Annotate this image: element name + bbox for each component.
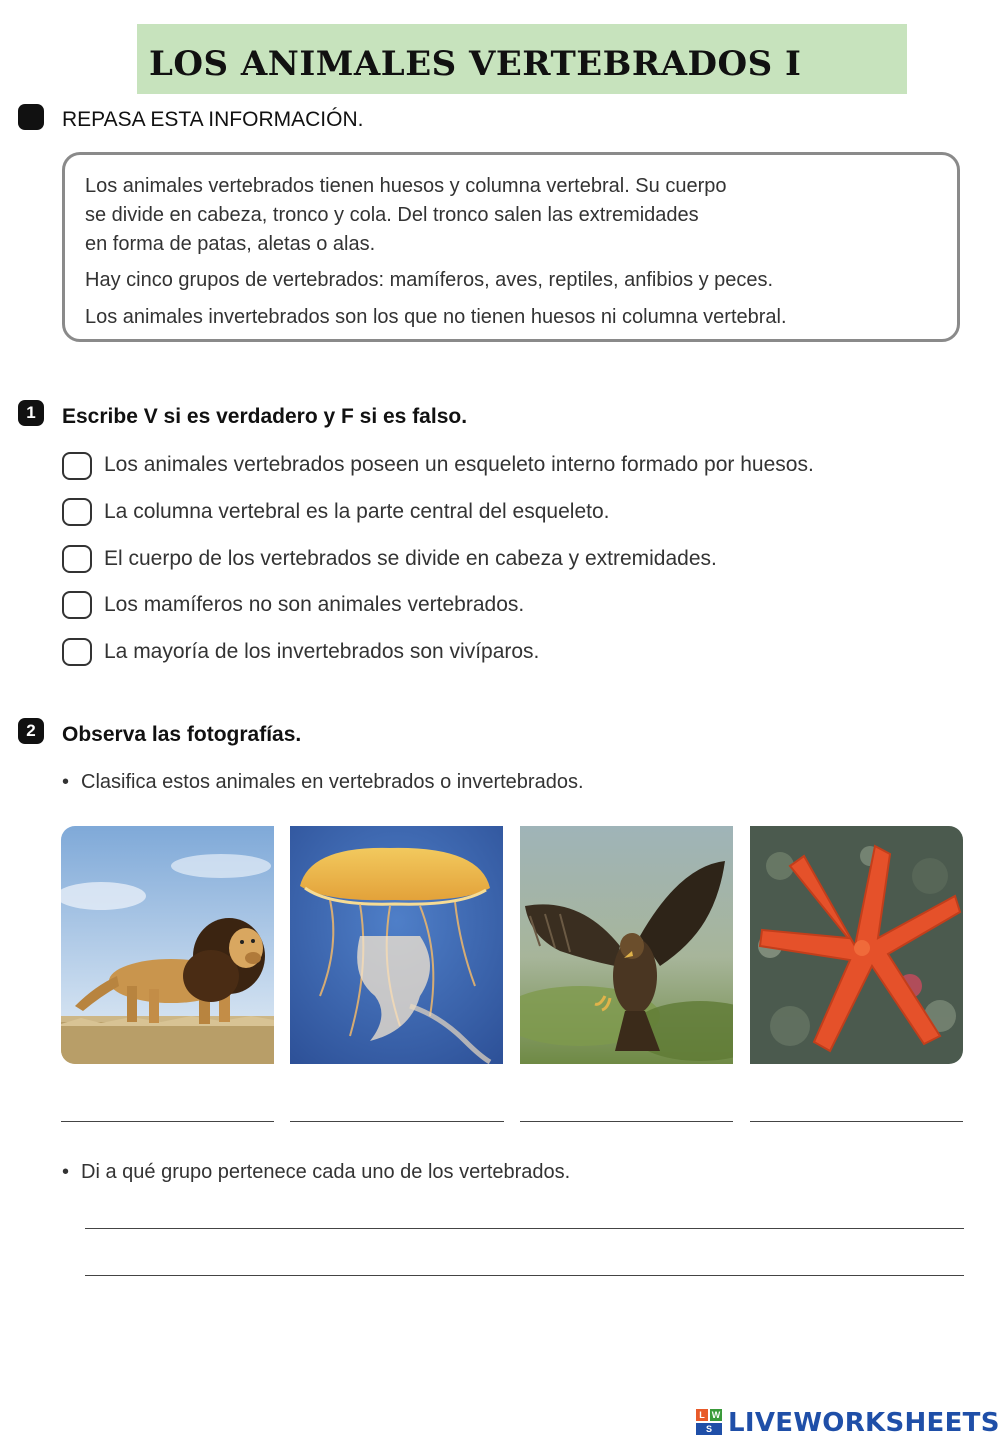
eagle-photo (520, 826, 733, 1064)
answer-line-lion[interactable] (61, 1121, 274, 1122)
info-heading: REPASA ESTA INFORMACIÓN. (62, 108, 364, 131)
title-banner (137, 24, 907, 94)
info-line: Hay cinco grupos de vertebrados: mamíferos, aves, reptiles, anfibios y peces. (85, 269, 774, 291)
answer-line-group-1[interactable] (85, 1228, 964, 1229)
true-false-box-4[interactable] (62, 591, 92, 619)
instruction-classify (62, 771, 584, 794)
liveworksheets-icon (696, 1409, 722, 1437)
answer-line-group-2[interactable] (85, 1275, 964, 1276)
statement-1: Los animales vertebrados poseen un esqueleto interno formado por huesos. (104, 453, 814, 476)
info-line: en forma de patas, aletas o alas. (85, 233, 376, 255)
instruction-group-text: Di a qué grupo pertenece cada uno de los vertebrados. (81, 1161, 571, 1183)
exercise-1-heading: Escribe V si es verdadero y F si es falso. (62, 405, 468, 428)
statement-3: El cuerpo de los vertebrados se divide en cabeza y extremidades. (104, 547, 717, 570)
starfish-photo (750, 826, 963, 1064)
instruction-group (62, 1161, 570, 1184)
jellyfish-photo (290, 826, 503, 1064)
page-title: LOS ANIMALES VERTEBRADOS I (149, 44, 802, 84)
answer-line-starfish[interactable] (750, 1121, 963, 1122)
section-number-1: 1 (18, 400, 44, 426)
info-box (62, 152, 960, 342)
section-number-2: 2 (18, 718, 44, 744)
true-false-box-3[interactable] (62, 545, 92, 573)
section-marker-info (18, 104, 44, 130)
info-line: se divide en cabeza, tronco y cola. Del tronco salen las extremidades (85, 204, 699, 226)
true-false-box-5[interactable] (62, 638, 92, 666)
answer-line-jellyfish[interactable] (290, 1121, 504, 1122)
liveworksheets-logo (696, 1406, 1000, 1440)
statement-2: La columna vertebral es la parte central del esqueleto. (104, 500, 610, 523)
info-line: Los animales vertebrados tienen huesos y columna vertebral. Su cuerpo (85, 175, 727, 197)
true-false-box-2[interactable] (62, 498, 92, 526)
logo-letter: L (696, 1409, 708, 1421)
bullet-dot: • (62, 771, 70, 793)
logo-letter: W (711, 1410, 721, 1420)
bullet-dot: • (62, 1161, 70, 1183)
liveworksheets-wordmark: LIVEWORKSHEETS (728, 1408, 1000, 1438)
instruction-classify-text: Clasifica estos animales en vertebrados o invertebrados. (81, 771, 584, 793)
statement-4: Los mamíferos no son animales vertebrados. (104, 593, 525, 616)
exercise-2-heading: Observa las fotografías. (62, 723, 302, 746)
info-line: Los animales invertebrados son los que no tienen huesos ni columna vertebral. (85, 306, 787, 328)
answer-line-eagle[interactable] (520, 1121, 733, 1122)
statement-5: La mayoría de los invertebrados son vivíparos. (104, 640, 540, 663)
lion-photo (61, 826, 274, 1064)
true-false-box-1[interactable] (62, 452, 92, 480)
logo-letter: S (696, 1423, 722, 1435)
